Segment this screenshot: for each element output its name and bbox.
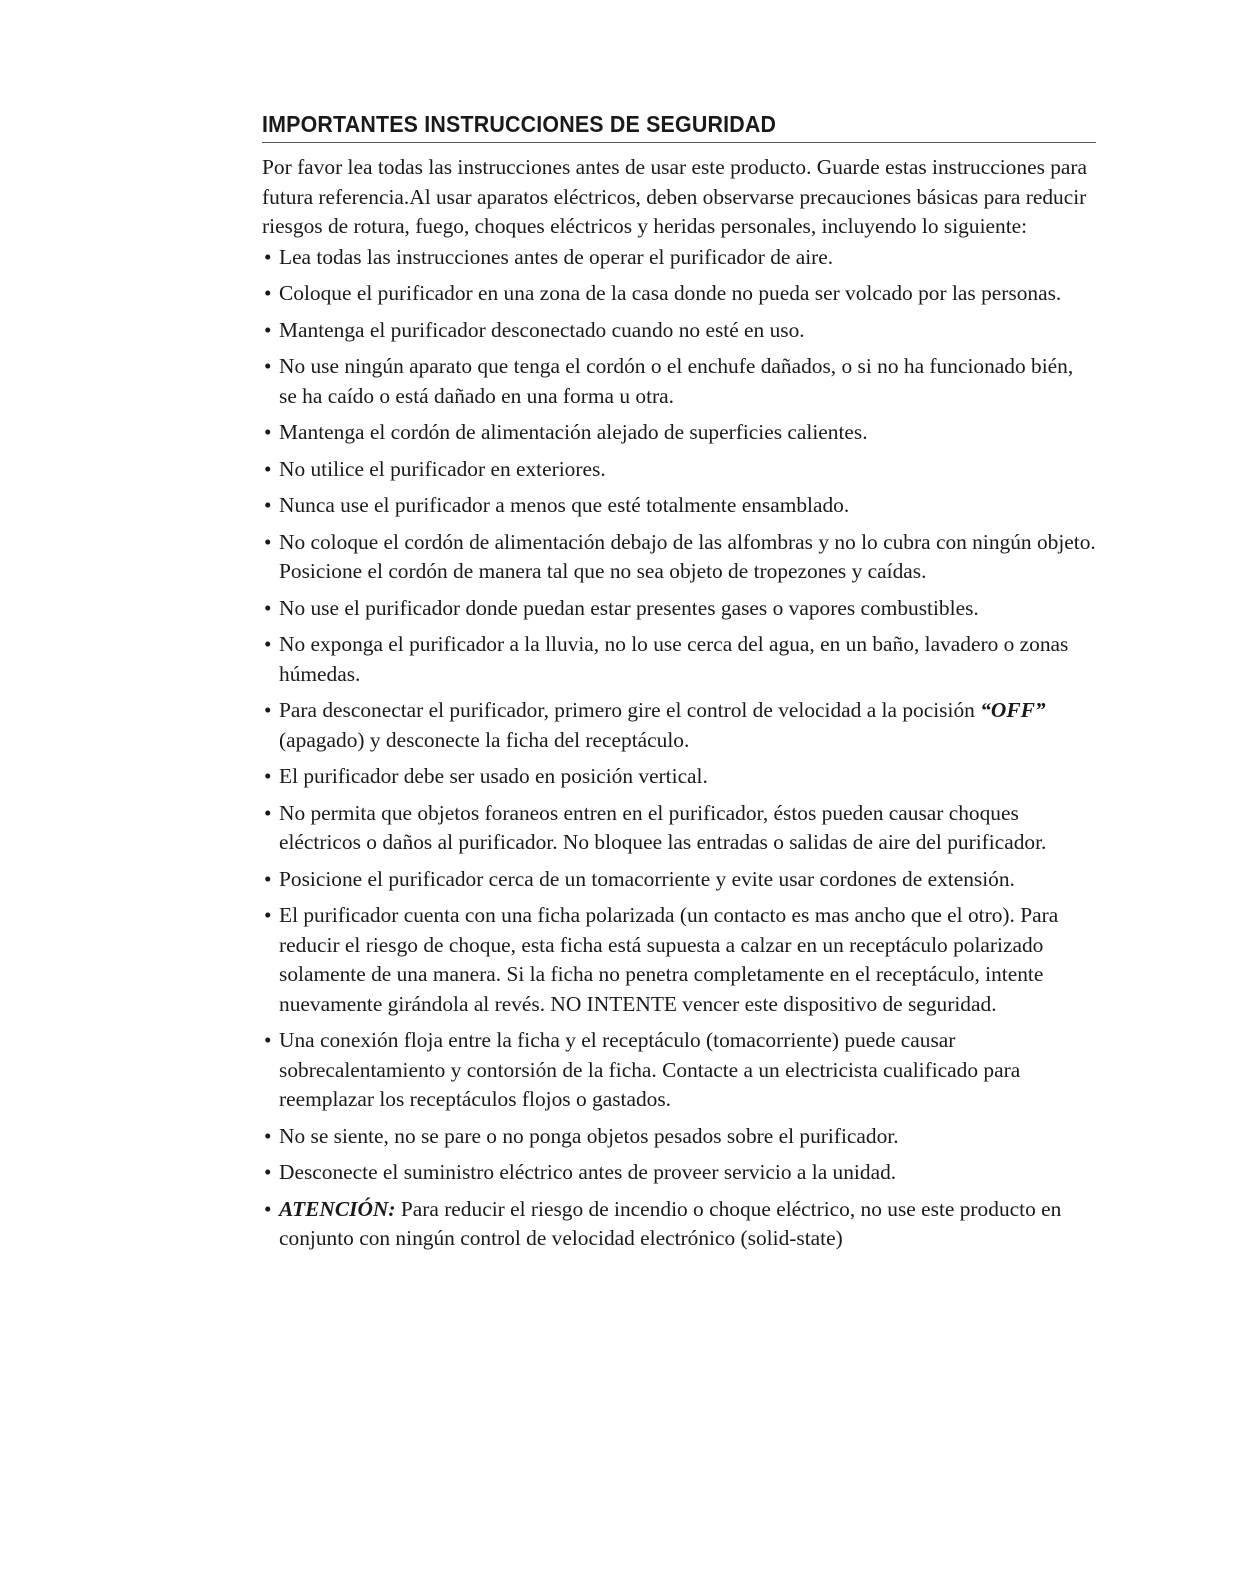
item-text: No exponga el purificador a la lluvia, no lo use cerca del agua, en un baño, lavadero o zonas húmedas.: [279, 632, 1069, 686]
list-item: [262, 316, 1096, 346]
bullet-icon: •: [264, 354, 272, 378]
intro-paragraph: Por favor lea todas las instrucciones antes de usar este producto. Guarde estas instrucciones para futura referencia.Al usar aparatos eléctricos, deben observarse precauciones básicas para reducir riesgos de rotura, fuego, choques eléctricos y heridas personales, incluyendo lo siguiente:: [262, 155, 1088, 238]
bullet-icon: •: [264, 244, 272, 269]
bullet-icon: •: [264, 632, 272, 656]
item-text: Nunca use el purificador a menos que esté totalmente ensamblado.: [279, 493, 850, 517]
item-text-post: (apagado) y desconecte la ficha del receptáculo.: [279, 727, 690, 752]
item-text: Mantenga el purificador desconectado cuando no esté en uso.: [279, 317, 805, 342]
item-text: Mantenga el cordón de alimentación alejado de superficies calientes.: [279, 420, 868, 444]
item-text: No use ningún aparato que tenga el cordón o el enchufe dañados, o si no ha funcionado bién, se ha caído o está dañado en una forma u otra.: [279, 354, 1074, 408]
item-text: Una conexión floja entre la ficha y el receptáculo (tomacorriente) puede causar sobrecalentamiento y contorsión de la ficha. Contacte a un electricista cualificado para reemplazar los receptáculos flojos o gastados.: [279, 1028, 1021, 1111]
bullet-icon: •: [264, 866, 272, 891]
bullet-icon: •: [264, 493, 272, 517]
item-text: Coloque el purificador en una zona de la casa donde no pueda ser volcado por las personas.: [279, 281, 1062, 305]
bullet-icon: •: [264, 281, 272, 305]
item-text-post: Para reducir el riesgo de incendio o choque eléctrico, no use este producto en conjunto con ningún control de velocidad electrónico (solid-state): [279, 1196, 1062, 1250]
list-item: [262, 696, 1096, 755]
item-text: El purificador debe ser usado en posición vertical.: [279, 764, 708, 788]
bullet-icon: •: [264, 1028, 272, 1052]
list-item: [262, 418, 1096, 448]
list-item: [262, 799, 1096, 858]
bullet-icon: •: [264, 698, 272, 722]
bullet-icon: •: [264, 800, 272, 825]
list-item: [262, 243, 1096, 273]
bullet-icon: •: [264, 317, 272, 342]
item-text: No use el purificador donde puedan estar presentes gases o vapores combustibles.: [279, 595, 979, 620]
warning-label: ATENCIÓN:: [279, 1196, 396, 1221]
safety-section: [262, 110, 1096, 1261]
list-item: [262, 1122, 1096, 1152]
item-text: Posicione el purificador cerca de un tomacorriente y evite usar cordones de extensión.: [279, 866, 1015, 891]
section-title: IMPORTANTES INSTRUCCIONES DE SEGURIDAD: [262, 111, 777, 137]
list-item: [262, 1026, 1096, 1115]
item-text: Lea todas las instrucciones antes de operar el purificador de aire.: [279, 244, 834, 269]
bullet-icon: •: [264, 1123, 272, 1148]
list-item: [262, 630, 1096, 689]
item-text: No coloque el cordón de alimentación debajo de las alfombras y no lo cubra con ningún objeto. Posicione el cordón de manera tal que no sea objeto de tropezones y caídas.: [279, 529, 1096, 583]
item-text: No permita que objetos foraneos entren en el purificador, éstos pueden causar choques eléctricos o daños al purificador. No bloquee las entradas o salidas de aire del purificador.: [279, 800, 1047, 854]
bullet-icon: •: [264, 903, 272, 927]
off-label: “OFF”: [980, 698, 1046, 722]
list-item: [262, 901, 1096, 1019]
bullet-icon: •: [264, 529, 272, 554]
item-text: No utilice el purificador en exteriores.: [279, 456, 606, 481]
title-underline: [262, 142, 1096, 143]
item-text: No se siente, no se pare o no ponga objetos pesados sobre el purificador.: [279, 1123, 899, 1148]
list-item: [262, 865, 1096, 895]
list-item: [262, 1195, 1096, 1254]
bullet-icon: •: [264, 764, 272, 788]
list-item: [262, 455, 1096, 485]
list-item: [262, 762, 1096, 792]
instruction-list: [262, 243, 1096, 1254]
item-text-pre: Para desconectar el purificador, primero gire el control de velocidad a la pocisión: [279, 698, 981, 722]
bullet-icon: •: [264, 456, 272, 481]
bullet-icon: •: [264, 1160, 272, 1184]
item-text: Desconecte el suministro eléctrico antes de proveer servicio a la unidad.: [279, 1160, 897, 1184]
bullet-icon: •: [264, 1196, 272, 1221]
item-text: El purificador cuenta con una ficha polarizada (un contacto es mas ancho que el otro). Para reducir el riesgo de choque, esta ficha está supuesta a calzar en un receptáculo polarizado solamente de una manera. Si la ficha no penetra completamente en el receptáculo, intente nuevamente girándola al revés. NO INTENTE vencer este dispositivo de seguridad.: [279, 903, 1059, 1016]
list-item: [262, 279, 1096, 309]
list-item: [262, 352, 1096, 411]
list-item: [262, 594, 1096, 624]
list-item: [262, 528, 1096, 587]
bullet-icon: •: [264, 595, 272, 620]
list-item: [262, 491, 1096, 521]
bullet-icon: •: [264, 420, 272, 444]
list-item: [262, 1158, 1096, 1188]
